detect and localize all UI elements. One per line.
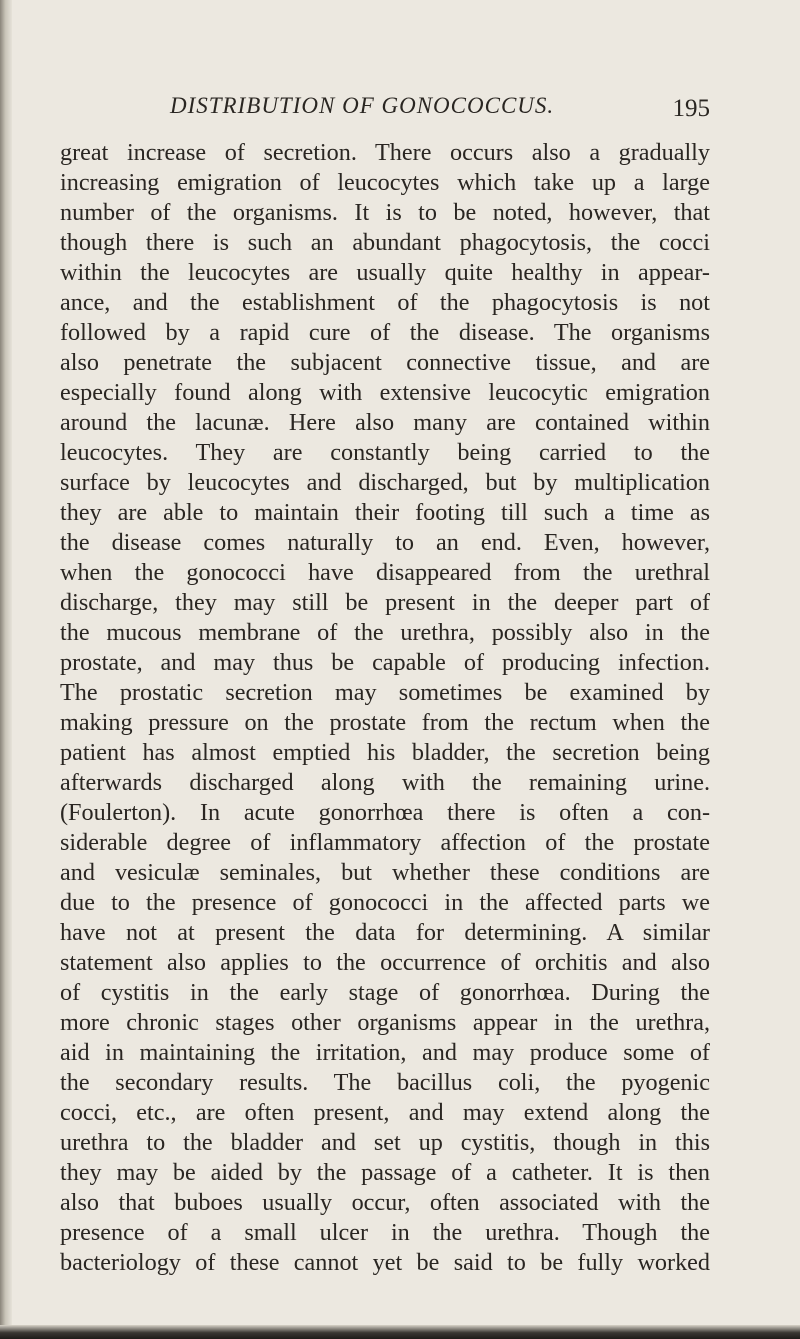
text-line: surface by leucocytes and discharged, but by multiplication bbox=[60, 469, 710, 496]
text-line: they are able to maintain their footing till such a time as bbox=[60, 499, 710, 526]
text-line: afterwards discharged along with the remaining urine. bbox=[60, 769, 710, 796]
text-line: (Foulerton). In acute gonorrhœa there is often a con- bbox=[60, 799, 710, 826]
text-line: also penetrate the subjacent connective tissue, and are bbox=[60, 349, 710, 376]
text-line: discharge, they may still be present in the deeper part of bbox=[60, 589, 710, 616]
text-line: presence of a small ulcer in the urethra. Though the bbox=[60, 1219, 710, 1246]
text-line: great increase of secretion. There occurs also a gradually bbox=[60, 139, 710, 166]
text-line: aid in maintaining the irritation, and may produce some of bbox=[60, 1039, 710, 1066]
page-bottom-edge bbox=[0, 1325, 800, 1339]
text-line: they may be aided by the passage of a catheter. It is then bbox=[60, 1159, 710, 1186]
text-line: increasing emigration of leucocytes which take up a large bbox=[60, 169, 710, 196]
text-line: leucocytes. They are constantly being carried to the bbox=[60, 439, 710, 466]
text-line: siderable degree of inflammatory affection of the prostate bbox=[60, 829, 710, 856]
book-spine-shadow bbox=[0, 0, 12, 1339]
text-line: and vesiculæ seminales, but whether these conditions are bbox=[60, 859, 710, 886]
text-line: ance, and the establishment of the phagocytosis is not bbox=[60, 289, 710, 316]
text-line: more chronic stages other organisms appear in the urethra, bbox=[60, 1009, 710, 1036]
text-line: especially found along with extensive leucocytic emigration bbox=[60, 379, 710, 406]
text-line: patient has almost emptied his bladder, the secretion being bbox=[60, 739, 710, 766]
text-line: cocci, etc., are often present, and may extend along the bbox=[60, 1099, 710, 1126]
page-header bbox=[60, 93, 710, 127]
text-line: bacteriology of these cannot yet be said to be fully worked bbox=[60, 1249, 710, 1276]
text-line: of cystitis in the early stage of gonorrhœa. During the bbox=[60, 979, 710, 1006]
text-line: the mucous membrane of the urethra, possibly also in the bbox=[60, 619, 710, 646]
text-line: around the lacunæ. Here also many are contained within bbox=[60, 409, 710, 436]
text-line: prostate, and may thus be capable of producing infection. bbox=[60, 649, 710, 676]
text-line: also that buboes usually occur, often associated with the bbox=[60, 1189, 710, 1216]
text-line: followed by a rapid cure of the disease. The organisms bbox=[60, 319, 710, 346]
body-text bbox=[60, 138, 710, 1278]
text-line: the secondary results. The bacillus coli, the pyogenic bbox=[60, 1069, 710, 1096]
text-line: number of the organisms. It is to be noted, however, that bbox=[60, 199, 710, 226]
text-line: The prostatic secretion may sometimes be examined by bbox=[60, 679, 710, 706]
text-line: within the leucocytes are usually quite healthy in appear- bbox=[60, 259, 710, 286]
text-line: when the gonococci have disappeared from the urethral bbox=[60, 559, 710, 586]
text-line: though there is such an abundant phagocytosis, the cocci bbox=[60, 229, 710, 256]
text-line: making pressure on the prostate from the rectum when the bbox=[60, 709, 710, 736]
text-line: have not at present the data for determining. A similar bbox=[60, 919, 710, 946]
text-line: statement also applies to the occurrence of orchitis and also bbox=[60, 949, 710, 976]
text-line: the disease comes naturally to an end. Even, however, bbox=[60, 529, 710, 556]
page-number: 195 bbox=[672, 95, 710, 122]
running-title: DISTRIBUTION OF GONOCOCCUS. bbox=[170, 93, 555, 118]
text-line: urethra to the bladder and set up cystitis, though in this bbox=[60, 1129, 710, 1156]
text-line: due to the presence of gonococci in the affected parts we bbox=[60, 889, 710, 916]
